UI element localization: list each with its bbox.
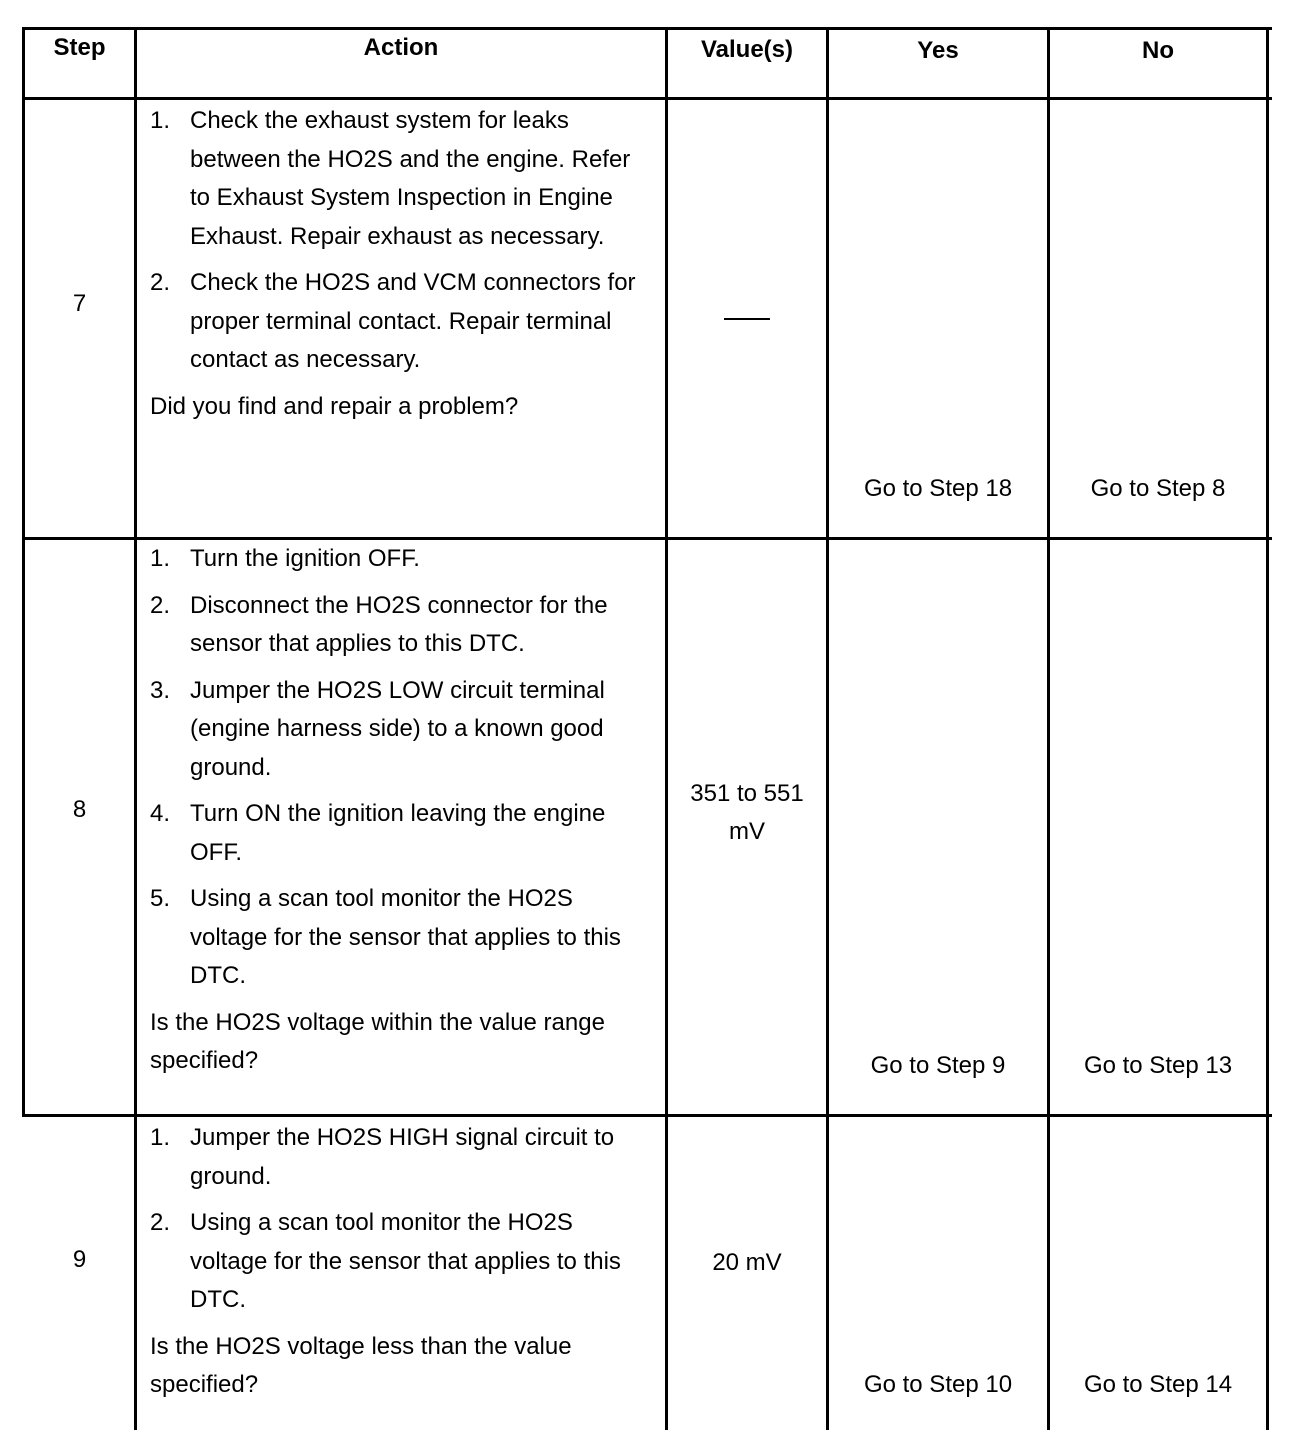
action-item-number: 2. (150, 591, 171, 619)
header-action: Action (363, 34, 439, 61)
value-cell: 351 to 551 mV (690, 780, 804, 845)
yes-result: Go to Step 9 (870, 1052, 1006, 1079)
action-item-text: Check the exhaust system for leaks between the HO2S and the engine. Refer to Exhaust System Inspection in Engine Exhaust. Repair exhaust as necessary. (190, 107, 631, 250)
action-item-number: 2. (150, 1209, 171, 1236)
action-item-text: Jumper the HO2S LOW circuit terminal (engine harness side) to a known good ground. (190, 676, 605, 781)
action-item-text: Using a scan tool monitor the HO2S voltage for the sensor that applies to this DTC. (190, 1209, 621, 1313)
action-item (150, 540, 650, 579)
row-divider-8-9 (22, 1114, 1272, 1117)
no-value-dash (724, 318, 770, 320)
column-divider-yes (1047, 27, 1050, 1430)
header-yes: Yes (917, 37, 959, 64)
no-result: Go to Step 8 (1090, 475, 1226, 502)
action-item-number: 4. (150, 800, 171, 827)
action-question: Is the HO2S voltage less than the value specified? (150, 1332, 572, 1398)
column-divider-action (665, 27, 668, 1430)
header-no: No (1142, 37, 1174, 64)
action-item-text: Check the HO2S and VCM connectors for proper terminal contact. Repair terminal contact as necessary. (190, 269, 636, 373)
yes-result: Go to Step 10 (863, 1371, 1013, 1398)
table-left-border (22, 27, 25, 1117)
action-item-number: 1. (150, 107, 171, 134)
action-item-number: 3. (150, 676, 171, 704)
action-item-text: Using a scan tool monitor the HO2S voltage for the sensor that applies to this DTC. (190, 885, 621, 989)
action-item (150, 587, 650, 664)
action-item (150, 795, 650, 872)
action-question: Did you find and repair a problem? (150, 392, 519, 420)
action-item-number: 1. (150, 545, 171, 572)
action-item (150, 880, 650, 996)
action-item-number: 2. (150, 269, 171, 296)
header-divider (22, 97, 1272, 100)
no-result: Go to Step 13 (1083, 1052, 1233, 1079)
action-item-number: 5. (150, 885, 171, 912)
action-item (150, 1119, 650, 1196)
action-cell (150, 102, 650, 426)
column-divider-step (134, 27, 137, 1430)
action-item (150, 102, 650, 256)
step-number: 7 (72, 290, 87, 317)
action-item-text: Turn ON the ignition leaving the engine OFF. (190, 800, 606, 866)
step-number: 9 (72, 1246, 87, 1273)
action-cell (150, 1119, 650, 1405)
column-divider-values (826, 27, 829, 1430)
no-result: Go to Step 14 (1083, 1371, 1233, 1398)
value-cell: 20 mV (712, 1249, 782, 1276)
table-right-border (1266, 27, 1269, 1430)
yes-result: Go to Step 18 (863, 475, 1013, 502)
action-question: Is the HO2S voltage within the value range specified? (150, 1008, 605, 1074)
action-item-text: Disconnect the HO2S connector for the sensor that applies to this DTC. (190, 591, 608, 657)
action-item-text: Turn the ignition OFF. (190, 545, 420, 572)
action-cell (150, 540, 650, 1081)
header-values: Value(s) (700, 36, 794, 63)
step-number: 8 (72, 796, 87, 823)
header-step: Step (53, 34, 106, 61)
action-item (150, 1204, 650, 1320)
action-item (150, 264, 650, 380)
action-item-number: 1. (150, 1124, 171, 1151)
table-top-border (22, 27, 1272, 30)
action-item (150, 672, 650, 788)
action-item-text: Jumper the HO2S HIGH signal circuit to ground. (190, 1124, 615, 1190)
